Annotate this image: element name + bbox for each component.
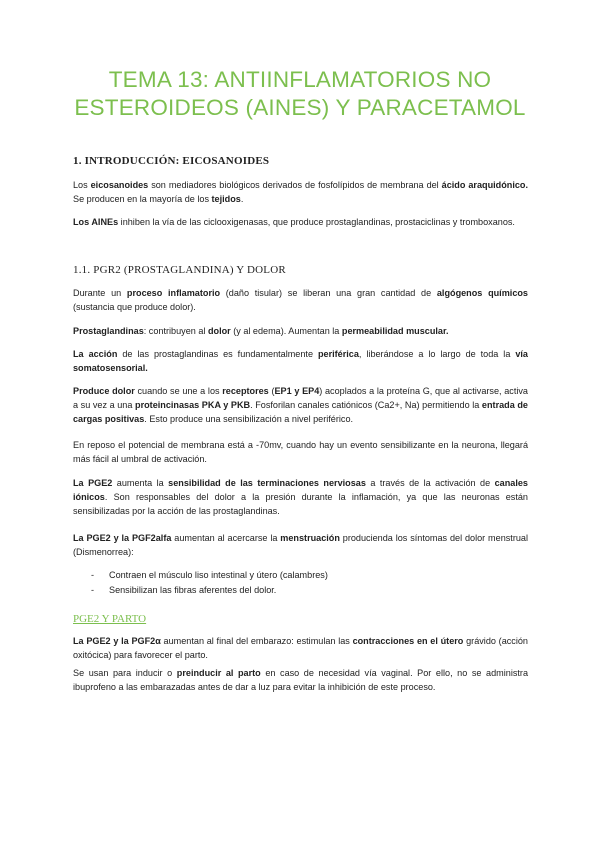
- paragraph-proceso-inflamatorio: Durante un proceso inflamatorio (daño tisular) se liberan una gran cantidad de algógenos químicos (sustancia que produce dolor).: [73, 288, 528, 312]
- section-heading-pgr2-dolor: 1.1. PGR2 (PROSTAGLANDINA) Y DOLOR: [73, 264, 286, 276]
- paragraph-produce-dolor: Produce dolor cuando se une a los receptores (EP1 y EP4) acoplados a la proteína G, que al activarse, activa a su vez a una proteincinasas PKA y PKB. Fosforilan canales catiónicos (Ca2+, Na) permitiendo la entrada de cargas positivas. Esto produce una sensibilización a nivel periférico.: [73, 386, 528, 424]
- paragraph-potencial-membrana: En reposo el potencial de membrana está a -70mv, cuando hay un evento sensibilizante en la neurona, llegará más fácil al umbral de activación.: [73, 440, 528, 464]
- document-page: TEMA 13: ANTIINFLAMATORIOS NO ESTEROIDEOS (AINES) Y PARACETAMOL 1. INTRODUCCIÓN: EICOSANOIDES Los eicosanoides son mediadores biológicos derivados de fosfolípidos de membrana del ácido araquidónico. Se producen en la mayoría de los tejidos. Los AINEs inhiben la vía de las ciclooxigenasas, que produce prostaglandinas, prostaciclinas y tromboxanos. 1.1. PGR2 (PROSTAGLANDINA) Y DOLOR Durante un proceso inflamatorio (daño tisular) se liberan una gran cantidad de algógenos químicos (sustancia que produce dolor). Prostaglandinas: contribuyen al dolor (y al edema). Aumentan la permeabilidad muscular. La acción de las prostaglandinas es fundamentalmente periférica, liberándose a lo largo de toda la vía somatosensorial. Produce dolor cuando se une a los receptores (EP1 y EP4) acoplados a la proteína G, que al activarse, activa a su vez a una proteincinasas PKA y PKB. Fosforilan canales catiónicos (Ca2+, Na) permitiendo la entrada de cargas positivas. Esto produce una sensibilización a nivel periférico. En reposo el potencial de membrana está a -70mv, cuando hay un evento sensibilizante en la neurona, llegará más fácil al umbral de activación. La PGE2 aumenta la sensibilidad de las terminaciones nerviosas a través de la activación de canales iónicos. Son responsables del dolor a la presión durante la inflamación, ya que las neuronas están sensibilizadas por la acción de las prostaglandinas. La PGE2 y la PGF2alfa aumentan al acercarse la menstruación producienda los síntomas del dolor menstrual (Dismenorrea): - Contraen el músculo liso intestinal y útero (calambres) - Sensibilizan las fibras aferentes del dolor. PGE2 Y PARTO La PGE2 y la PGF2α aumentan al final del embarazo: estimulan las contracciones en el útero grávido (acción oxitócica) para favorecer el parto. Se usan para inducir o preinducir al parto en caso de necesidad vía vaginal. Por ello, no se administra ibuprofeno a las embarazadas antes de dar a luz para evitar la inhibición de este proceso.: [0, 0, 600, 848]
- section-heading-pge2-parto: PGE2 Y PARTO: [73, 613, 147, 625]
- document-title: [40, 66, 560, 122]
- paragraph-menstruacion: La PGE2 y la PGF2alfa aumentan al acercarse la menstruación producienda los síntomas del dolor menstrual (Dismenorrea):: [73, 533, 528, 557]
- title-line-2: ESTEROIDEOS (AINES) Y PARACETAMOL: [74, 95, 526, 120]
- paragraph-inducir-parto: Se usan para inducir o preinducir al parto en caso de necesidad vía vaginal. Por ello, no se administra ibuprofeno a las embarazadas antes de dar a luz para evitar la inhibición de este proceso.: [73, 668, 528, 692]
- paragraph-pge2-embarazo: La PGE2 y la PGF2α aumentan al final del embarazo: estimulan las contracciones en el útero grávido (acción oxitócica) para favorecer el parto.: [73, 636, 528, 660]
- paragraph-pge2-sensibilidad: La PGE2 aumenta la sensibilidad de las terminaciones nerviosas a través de la activación de canales iónicos. Son responsables del dolor a la presión durante la inflamación, ya que las neuronas están sensibilizadas por la acción de las prostaglandinas.: [73, 478, 528, 516]
- paragraph-eicosanoides: Los eicosanoides son mediadores biológicos derivados de fosfolípidos de membrana del ácido araquidónico. Se producen en la mayoría de los tejidos.: [73, 180, 528, 204]
- title-line-1: TEMA 13: ANTIINFLAMATORIOS NO: [108, 67, 492, 92]
- paragraph-aines: Los AINEs inhiben la vía de las ciclooxigenasas, que produce prostaglandinas, prostaciclinas y tromboxanos.: [73, 217, 515, 227]
- paragraph-accion-periferica: La acción de las prostaglandinas es fundamentalmente periférica, liberándose a lo largo de toda la vía somatosensorial.: [73, 349, 528, 373]
- section-heading-introduccion: 1. INTRODUCCIÓN: EICOSANOIDES: [73, 155, 270, 167]
- paragraph-prostaglandinas: Prostaglandinas: contribuyen al dolor (y al edema). Aumentan la permeabilidad muscular.: [73, 326, 449, 336]
